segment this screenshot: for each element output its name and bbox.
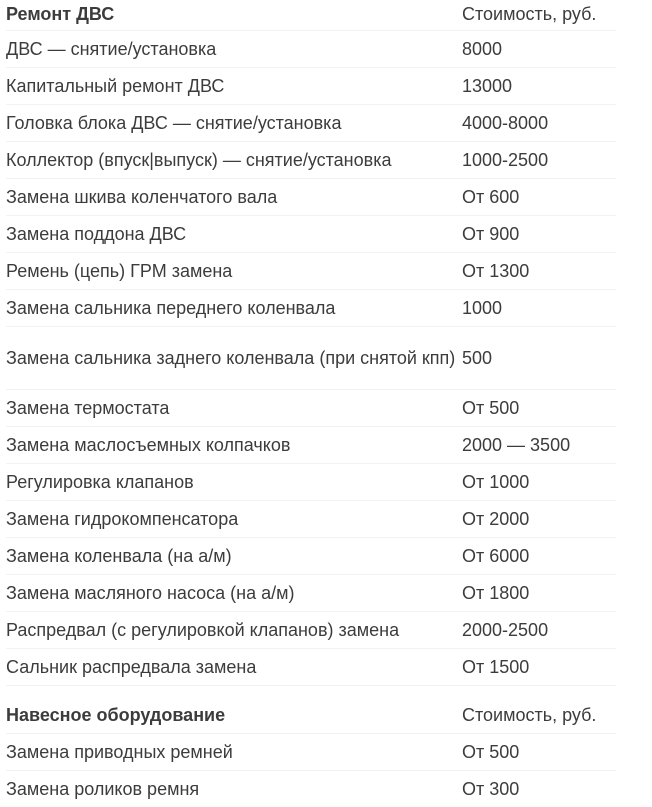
table-row (6, 289, 616, 326)
service-name: Замена масляного насоса (на а/м) (6, 574, 458, 611)
service-name: Капитальный ремонт ДВС (6, 67, 458, 104)
service-price: От 1500 (458, 648, 616, 685)
service-name: Замена гидрокомпенсатора (6, 500, 458, 537)
table-row (6, 426, 616, 463)
price-list-table (6, 0, 616, 807)
section-header-engine-repair (6, 0, 616, 30)
table-row (6, 733, 616, 770)
service-name: Головка блока ДВС — снятие/установка (6, 104, 458, 141)
table-row (6, 252, 616, 289)
service-name: Замена сальника переднего коленвала (6, 289, 458, 326)
service-price: 1000-2500 (458, 141, 616, 178)
service-price: От 900 (458, 215, 616, 252)
service-name: Замена роликов ремня (6, 778, 200, 799)
table-row (6, 178, 616, 215)
service-price: От 300 (462, 778, 520, 799)
service-name: Замена приводных ремней (6, 733, 458, 770)
service-name: Замена термостата (6, 389, 458, 426)
service-price: 4000-8000 (458, 104, 616, 141)
price-column-header: Стоимость, руб. (458, 0, 616, 30)
service-name: Замена шкива коленчатого вала (6, 178, 458, 215)
service-name: Замена поддона ДВС (6, 215, 458, 252)
table-row (6, 141, 616, 178)
service-name: ДВС — снятие/установка (6, 30, 458, 67)
service-price: От 600 (458, 178, 616, 215)
table-row (6, 574, 616, 611)
table-row (6, 104, 616, 141)
table-row (6, 326, 616, 389)
service-price: От 2000 (458, 500, 616, 537)
service-price: 2000-2500 (458, 611, 616, 648)
table-row (6, 67, 616, 104)
service-name: Замена коленвала (на а/м) (6, 537, 458, 574)
table-row (6, 30, 616, 67)
table-row (6, 537, 616, 574)
table-row (6, 611, 616, 648)
service-name: Замена маслосъемных колпачков (6, 426, 458, 463)
section-title: Ремонт ДВС (6, 0, 458, 30)
service-price: От 500 (458, 389, 616, 426)
service-price: От 500 (458, 733, 616, 770)
service-name: Распредвал (с регулировкой клапанов) замена (6, 611, 458, 648)
service-price: От 1300 (458, 252, 616, 289)
service-price: 1000 (458, 289, 616, 326)
service-name: Ремень (цепь) ГРМ замена (6, 252, 458, 289)
service-price: 8000 (458, 30, 616, 67)
section-title: Навесное оборудование (6, 685, 458, 733)
service-price: От 1000 (458, 463, 616, 500)
section-header-attachments (6, 685, 616, 733)
table-row (6, 215, 616, 252)
service-name: Регулировка клапанов (6, 463, 458, 500)
table-row (6, 463, 616, 500)
table-row (6, 770, 616, 807)
service-name: Замена сальника заднего коленвала (при снятой кпп) (6, 326, 458, 389)
service-price: От 6000 (458, 537, 616, 574)
table-row (6, 389, 616, 426)
service-price: 500 (458, 326, 616, 389)
table-row (6, 500, 616, 537)
service-name: Коллектор (впуск|выпуск) — снятие/установка (6, 141, 458, 178)
service-name: Сальник распредвала замена (6, 648, 458, 685)
service-price: От 1800 (458, 574, 616, 611)
price-column-header: Стоимость, руб. (458, 685, 616, 733)
table-row (6, 648, 616, 685)
service-price: 13000 (458, 67, 616, 104)
service-price: 2000 — 3500 (458, 426, 616, 463)
